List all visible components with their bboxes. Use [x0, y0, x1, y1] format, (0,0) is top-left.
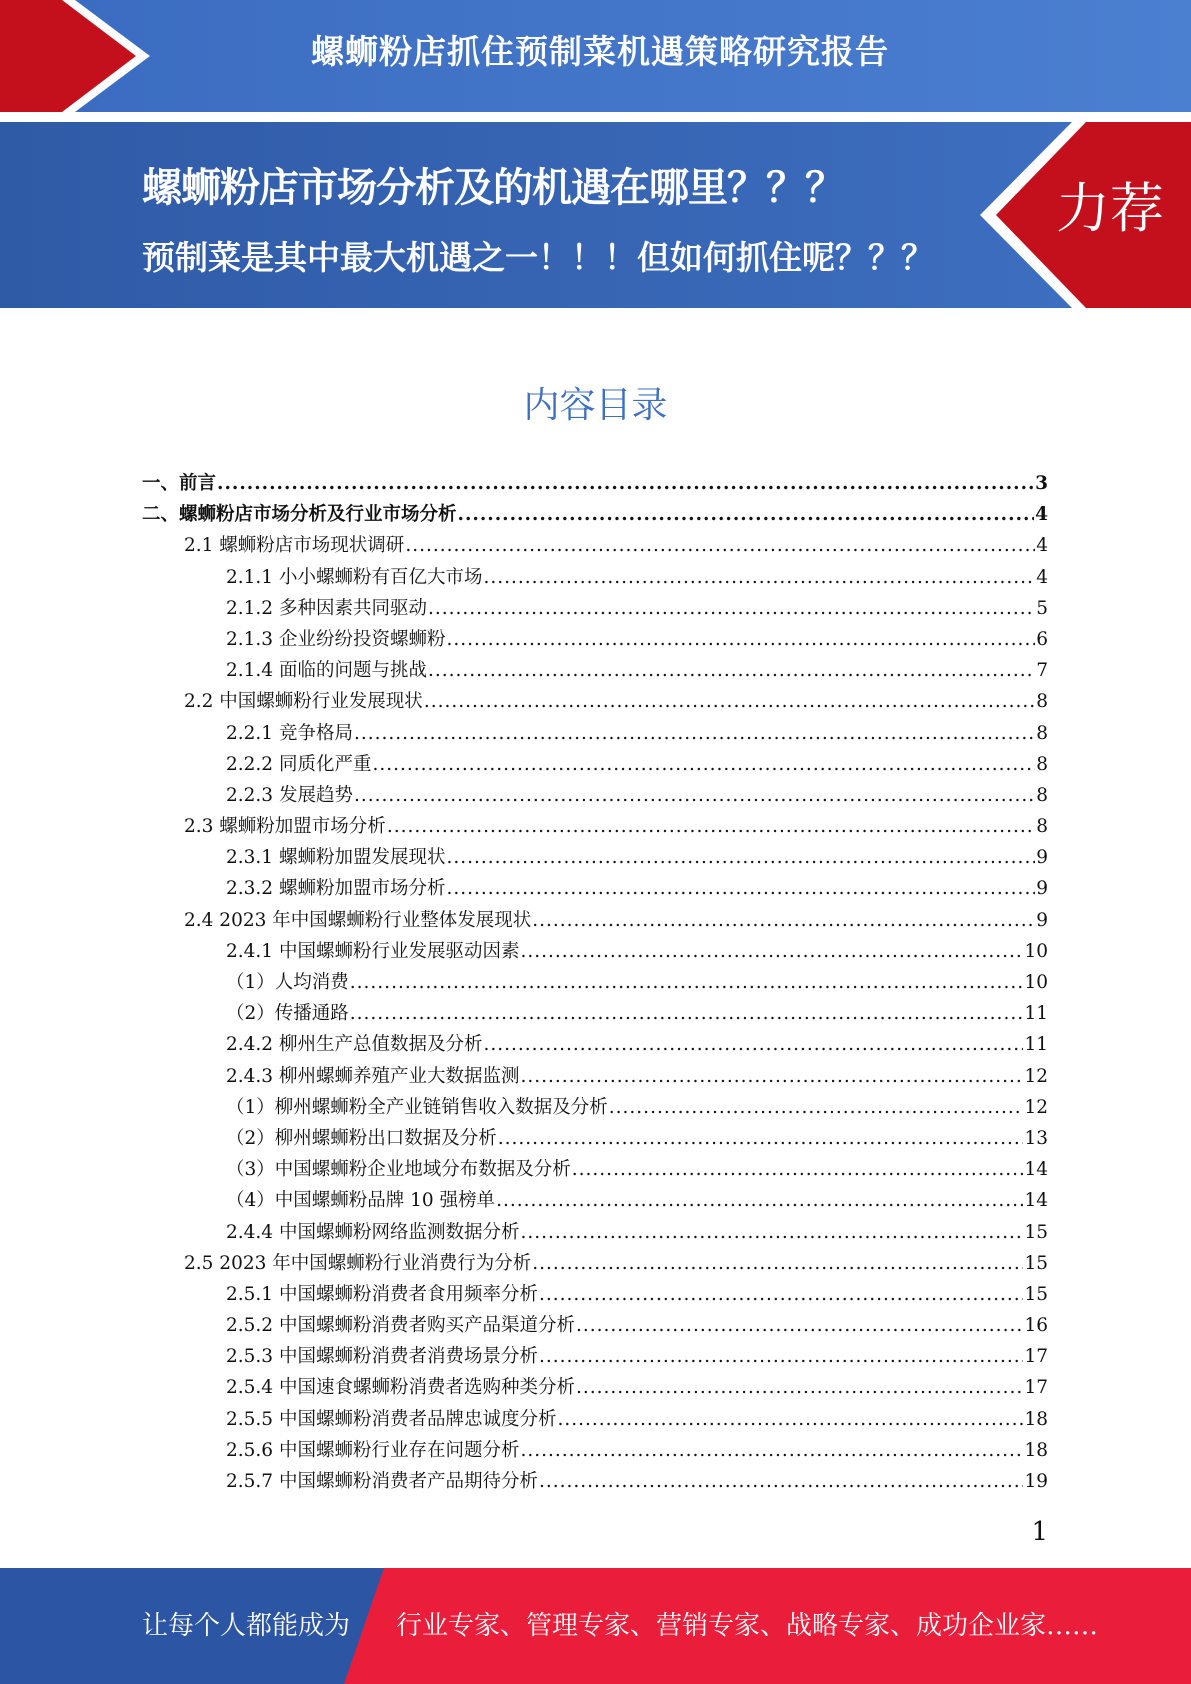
- headline-banner-shapes: [0, 122, 1191, 308]
- toc-entry-label: 2.5.1 中国螺蛳粉消费者食用频率分析: [226, 1283, 538, 1305]
- toc-entry-page: 9: [1036, 847, 1048, 869]
- toc-entry[interactable]: [142, 842, 1048, 873]
- toc-entry-label: 2.5.7 中国螺蛳粉消费者产品期待分析: [226, 1471, 538, 1492]
- toc-dot-leader: [424, 686, 1035, 717]
- toc-entry-label: 二、螺蛳粉店市场分析及行业市场分析: [142, 504, 457, 526]
- toc-dot-leader: [539, 1466, 1023, 1497]
- toc-entry-page: 9: [1036, 878, 1048, 900]
- toc-entry[interactable]: [142, 1310, 1048, 1341]
- toc-entry[interactable]: [142, 1404, 1048, 1435]
- toc-dot-leader: [350, 998, 1024, 1029]
- headline-question: 螺蛳粉店市场分析及的机遇在哪里？？？: [142, 165, 844, 211]
- toc-entry-label: （2）柳州螺蛳粉出口数据及分析: [226, 1127, 497, 1149]
- toc-dot-leader: [539, 1279, 1023, 1310]
- toc-dot-leader: [458, 499, 1035, 530]
- toc-entry-label: （4）中国螺蛳粉品牌 10 强榜单: [226, 1190, 496, 1212]
- toc-entry-page: 8: [1036, 722, 1048, 744]
- toc-entry-page: 9: [1036, 909, 1048, 931]
- toc-entry[interactable]: [142, 718, 1048, 749]
- toc-entry-page: 5: [1036, 597, 1048, 619]
- toc-entry-label: 2.2.1 竞争格局: [226, 722, 353, 744]
- toc-entry[interactable]: [142, 998, 1048, 1029]
- toc-dot-leader: [354, 780, 1035, 811]
- toc-entry[interactable]: [142, 499, 1048, 530]
- toc-entry-label: 2.5.2 中国螺蛳粉消费者购买产品渠道分析: [226, 1315, 575, 1337]
- toc-entry-page: 8: [1036, 784, 1048, 806]
- toc-entry[interactable]: [142, 1248, 1048, 1279]
- toc-entry-page: 4: [1036, 566, 1048, 588]
- toc-entry-label: （2）传播通路: [226, 1003, 349, 1025]
- toc-entry-page: 15: [1024, 1283, 1048, 1305]
- toc-entry-label: 2.1.1 小小螺蛳粉有百亿大市场: [226, 566, 483, 588]
- toc-dot-leader: [576, 1372, 1023, 1403]
- toc-entry-label: 2.3.2 螺蛳粉加盟市场分析: [226, 878, 446, 900]
- headline-banner: [0, 122, 1191, 308]
- toc-entry[interactable]: [142, 1435, 1048, 1466]
- top-banner: [0, 0, 1191, 112]
- footer-slogan-right: 行业专家、管理专家、营销专家、战略专家、成功企业家……: [396, 1611, 1099, 1641]
- toc-dot-leader: [572, 1154, 1024, 1185]
- toc-dot-leader: [498, 1123, 1024, 1154]
- toc-entry[interactable]: [142, 1185, 1048, 1216]
- toc-entry[interactable]: [142, 811, 1048, 842]
- toc-entry-label: 2.2.3 发展趋势: [226, 784, 353, 806]
- toc-dot-leader: [217, 468, 1034, 499]
- toc-dot-leader: [428, 593, 1035, 624]
- toc-entry-label: 2.5 2023 年中国螺蛳粉行业消费行为分析: [184, 1252, 532, 1274]
- headline-answer: 预制菜是其中最大机遇之一！！！但如何抓住呢？？？: [142, 238, 934, 277]
- toc-entry-label: 2.2.2 同质化严重: [226, 753, 372, 775]
- toc-entry-page: 10: [1024, 972, 1048, 993]
- toc-dot-leader: [609, 1092, 1024, 1123]
- toc-dot-leader: [446, 873, 1035, 904]
- toc-entry-page: 7: [1036, 660, 1048, 682]
- toc-dot-leader: [532, 1248, 1023, 1279]
- toc-entry-page: 8: [1036, 691, 1048, 713]
- toc-dot-leader: [354, 718, 1035, 749]
- toc-dot-leader: [557, 1404, 1023, 1435]
- toc-entry-page: 14: [1024, 1190, 1048, 1212]
- toc-dot-leader: [520, 1061, 1023, 1092]
- toc-entry-page: 8: [1036, 816, 1048, 838]
- toc-dot-leader: [520, 1217, 1023, 1248]
- toc-entry-label: 2.5.3 中国螺蛳粉消费者消费场景分析: [226, 1346, 538, 1368]
- toc-entry[interactable]: [142, 1217, 1048, 1248]
- toc-entry[interactable]: [142, 1341, 1048, 1372]
- toc-entry-page: 15: [1024, 1221, 1048, 1243]
- toc-entry-label: 2.5.6 中国螺蛳粉行业存在问题分析: [226, 1439, 520, 1461]
- toc-dot-leader: [350, 967, 1024, 998]
- toc-title: 内容目录: [523, 385, 668, 426]
- toc-entry[interactable]: [142, 624, 1048, 655]
- toc-entry-label: （3）中国螺蛳粉企业地域分布数据及分析: [226, 1159, 571, 1181]
- toc-entry-page: 10: [1024, 940, 1048, 962]
- toc-entry-page: 17: [1024, 1377, 1048, 1399]
- toc-dot-leader: [520, 1435, 1023, 1466]
- toc-entry[interactable]: [142, 593, 1048, 624]
- toc-entry-label: 2.2 中国螺蛳粉行业发展现状: [184, 691, 423, 713]
- toc-entry-label: 2.4.3 柳州螺蛳养殖产业大数据监测: [226, 1065, 520, 1087]
- toc-entry-label: （1）人均消费: [226, 972, 349, 993]
- toc-entry-page: 4: [1036, 535, 1048, 557]
- toc-entry[interactable]: [142, 655, 1048, 686]
- toc-dot-leader: [372, 749, 1035, 780]
- toc-entry-page: 12: [1024, 1065, 1048, 1087]
- toc-entry-page: 18: [1024, 1439, 1048, 1461]
- toc-entry-label: 2.3 螺蛳粉加盟市场分析: [184, 816, 386, 838]
- footer-slogan-left: 让每个人都能成为: [142, 1611, 351, 1641]
- toc-entry-page: 6: [1036, 628, 1048, 650]
- toc-entry[interactable]: [142, 936, 1048, 967]
- toc-entry[interactable]: [142, 1372, 1048, 1403]
- toc-dot-leader: [483, 562, 1035, 593]
- toc-entry[interactable]: [142, 1029, 1048, 1060]
- toc-entry-label: 2.3.1 螺蛳粉加盟发展现状: [226, 847, 446, 869]
- toc-entry-label: 2.4.2 柳州生产总值数据及分析: [226, 1034, 483, 1056]
- toc-entry[interactable]: [142, 562, 1048, 593]
- toc-entry[interactable]: [142, 1279, 1048, 1310]
- toc-entry[interactable]: [142, 1123, 1048, 1154]
- toc-dot-leader: [539, 1341, 1023, 1372]
- toc-entry-page: 12: [1024, 1096, 1048, 1118]
- toc-entry-page: 16: [1024, 1315, 1048, 1337]
- toc-dot-leader: [576, 1310, 1023, 1341]
- toc-entry-page: 4: [1035, 504, 1048, 526]
- toc-list: [142, 468, 1048, 1497]
- toc-entry-page: 15: [1024, 1252, 1048, 1274]
- toc-entry-label: 2.4.4 中国螺蛳粉网络监测数据分析: [226, 1221, 520, 1243]
- toc-dot-leader: [446, 842, 1035, 873]
- toc-entry[interactable]: [142, 1154, 1048, 1185]
- toc-entry-label: 2.4 2023 年中国螺蛳粉行业整体发展现状: [184, 909, 532, 931]
- toc-dot-leader: [405, 530, 1035, 561]
- toc-entry-page: 11: [1024, 1034, 1048, 1056]
- toc-dot-leader: [532, 905, 1035, 936]
- toc-entry-page: 19: [1024, 1471, 1048, 1492]
- toc-entry[interactable]: [142, 1092, 1048, 1123]
- toc-entry-label: 2.4.1 中国螺蛳粉行业发展驱动因素: [226, 940, 520, 962]
- toc-dot-leader: [446, 624, 1035, 655]
- toc-entry-label: 2.5.5 中国螺蛳粉消费者品牌忠诚度分析: [226, 1408, 557, 1430]
- toc-entry-label: 2.1.3 企业纷纷投资螺蛳粉: [226, 628, 446, 650]
- toc-entry-page: 17: [1024, 1346, 1048, 1368]
- toc-entry-page: 14: [1024, 1159, 1048, 1181]
- toc-dot-leader: [520, 936, 1023, 967]
- toc-entry[interactable]: [142, 468, 1048, 499]
- toc-entry-label: 2.1.4 面临的问题与挑战: [226, 660, 427, 682]
- toc-entry-label: 2.1.2 多种因素共同驱动: [226, 597, 427, 619]
- toc-entry-label: 2.5.4 中国速食螺蛳粉消费者选购种类分析: [226, 1377, 575, 1399]
- toc-entry[interactable]: [142, 905, 1048, 936]
- toc-entry[interactable]: [142, 780, 1048, 811]
- toc-dot-leader: [387, 811, 1035, 842]
- report-title: 螺蛳粉店抓住预制菜机遇策略研究报告: [311, 32, 889, 71]
- toc-entry[interactable]: [142, 749, 1048, 780]
- toc-entry-page: 3: [1035, 473, 1048, 494]
- toc-dot-leader: [483, 1029, 1023, 1060]
- toc-entry-page: 18: [1024, 1408, 1048, 1430]
- toc-entry-page: 8: [1036, 753, 1048, 775]
- toc-entry-page: 11: [1024, 1003, 1048, 1025]
- recommend-badge: 力荐: [1056, 177, 1164, 240]
- footer-banner: [0, 1568, 1191, 1684]
- page-number: 1: [1031, 1517, 1048, 1547]
- toc-entry-label: 2.1 螺蛳粉店市场现状调研: [184, 535, 405, 557]
- toc-entry[interactable]: [142, 1466, 1048, 1497]
- toc-entry[interactable]: [142, 530, 1048, 561]
- toc-entry-label: 一、前言: [142, 473, 217, 494]
- toc-dot-leader: [496, 1185, 1023, 1216]
- toc-dot-leader: [428, 655, 1035, 686]
- toc-entry[interactable]: [142, 686, 1048, 717]
- toc-entry[interactable]: [142, 967, 1048, 998]
- toc-entry[interactable]: [142, 873, 1048, 904]
- toc-entry-label: （1）柳州螺蛳粉全产业链销售收入数据及分析: [226, 1096, 608, 1118]
- toc-entry[interactable]: [142, 1061, 1048, 1092]
- toc-entry-page: 13: [1024, 1127, 1048, 1149]
